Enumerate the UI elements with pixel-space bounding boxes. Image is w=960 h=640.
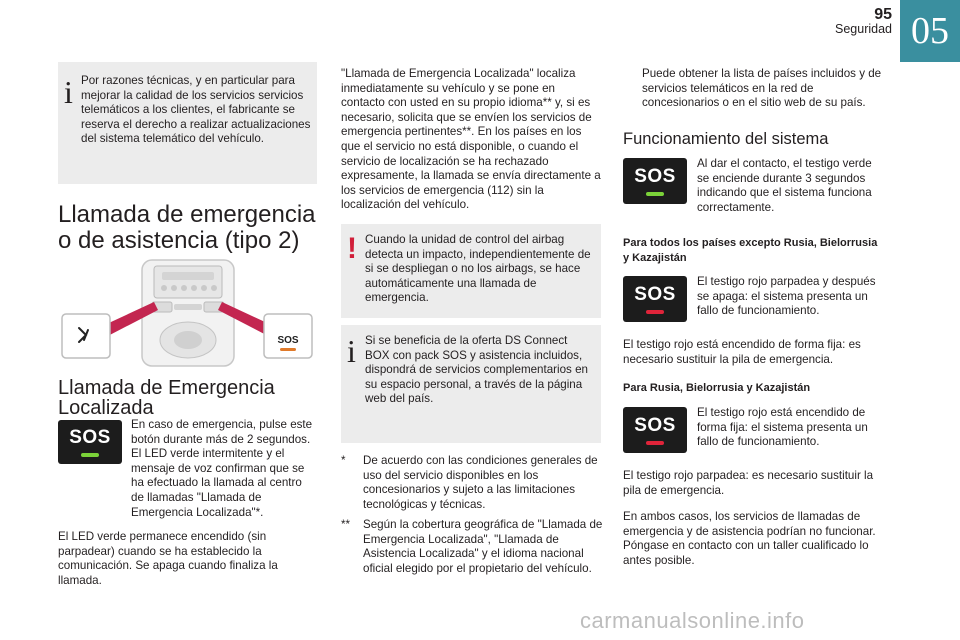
footnote-2 bbox=[341, 518, 603, 576]
warning-text: Cuando la unidad de control del airbag detecta un impacto, independientemente de si se despliegan o no los airbags, se hace automáticamente una llamada de emergencia. bbox=[365, 233, 591, 305]
warning-note bbox=[341, 224, 601, 318]
sos-indicator-red-blink bbox=[623, 276, 687, 322]
final-warning-text: En ambos casos, los servicios de llamadas de emergencia y de asistencia podrían no funcionar. Póngase en contacto con un taller cualificado lo antes posible. bbox=[623, 510, 876, 567]
led-green-icon bbox=[646, 192, 664, 196]
info-note-middle bbox=[341, 325, 601, 443]
watermark: carmanualsonline.info bbox=[580, 608, 805, 633]
sos-indicator-red-fixed bbox=[623, 407, 687, 453]
warning-exclamation-icon: ! bbox=[347, 232, 357, 265]
sos-indicator-green bbox=[623, 158, 687, 204]
localizada-description: "Llamada de Emergencia Localizada" localiza inmediatamente su vehículo y se pone en contacto con usted en su propio idioma** y, si es necesario, solicita que se envíen los servicios de emergencia pertinentes**. En los países en los que el servicio no está disponible, o cuando el servicio de localización se ha rechazado expresamente, la llamada se envía directamente a los servicios de emergencia (112) sin la localización del vehículo. bbox=[341, 67, 601, 212]
footnote-text: Según la cobertura geográfica de "Llamada de Emergencia Localizada", "Llamada de Asistencia Localizada" y el idioma nacional oficial elegido por el propietario del vehículo. bbox=[363, 518, 603, 575]
led-red-icon bbox=[646, 441, 664, 445]
footnote-mark: * bbox=[341, 454, 346, 467]
red-fixed-text: El testigo rojo está encendido de forma fija: el sistema presenta un fallo de funcionamiento. bbox=[697, 406, 868, 449]
page-number: 95 bbox=[874, 6, 892, 23]
section-title: Seguridad bbox=[835, 22, 892, 36]
chapter-tab: 05 bbox=[900, 0, 960, 62]
console-illustration bbox=[58, 258, 318, 370]
footnote-1 bbox=[341, 454, 603, 512]
red-blink-text: El testigo rojo parpadea y después se apaga: el sistema presenta un fallo de funcionamiento. bbox=[697, 275, 876, 318]
localizada-led-text: El LED verde permanece encendido (sin parpadear) cuando se ha establecido la comunicación. Se apaga cuando finaliza la llamada. bbox=[58, 530, 278, 587]
subheading-russia: Para Rusia, Bielorrusia y Kazajistán bbox=[623, 382, 811, 394]
sos-label: SOS bbox=[69, 426, 111, 448]
info-icon: i bbox=[347, 333, 356, 369]
led-green-icon bbox=[81, 453, 99, 457]
led-red-icon bbox=[646, 310, 664, 314]
page-title: Llamada de emergencia o de asistencia (tipo 2) bbox=[58, 201, 316, 254]
info-note-text: Por razones técnicas, y en particular para mejorar la calidad de los servicios servicios telemáticos a los clientes, el fabricante se reserva el derecho a realizar actualizaciones del sistema telemático del vehículo. bbox=[81, 74, 311, 146]
red-blink-battery-text: El testigo rojo parpadea: es necesario sustituir la pila de emergencia. bbox=[623, 469, 874, 497]
localizada-intro: En caso de emergencia, pulse este botón durante más de 2 segundos. El LED verde intermitente y el mensaje de voz confirman que se ha efectuado la llamada al centro de llamadas "Llamada de Emergencia Localizada"*. bbox=[131, 418, 313, 519]
country-list-text: Puede obtener la lista de países incluidos y de servicios telemáticos en la red de concesionarios o en el sitio web de su país. bbox=[642, 67, 882, 110]
info-note-top bbox=[58, 62, 317, 184]
section-heading-funcionamiento: Funcionamiento del sistema bbox=[623, 130, 829, 148]
footnote-mark: ** bbox=[341, 518, 351, 531]
footnote-text: De acuerdo con las condiciones generales de uso del servicio disponibles en los concesionarios y sujeto a las limitaciones tecnológicas y técnicas. bbox=[363, 454, 598, 511]
red-fixed-battery-text: El testigo rojo está encendido de forma fija: es necesario sustituir la pila de emergencia. bbox=[623, 338, 861, 366]
sos-label: SOS bbox=[634, 165, 676, 187]
sos-label: SOS bbox=[634, 283, 676, 305]
info-icon: i bbox=[64, 74, 73, 110]
svg-text:SOS: SOS bbox=[277, 335, 299, 346]
sos-button-green bbox=[58, 420, 122, 464]
subheading-all-countries: Para todos los países excepto Rusia, Bielorrusia y Kazajistán bbox=[623, 237, 878, 264]
info-middle-text: Si se beneficia de la oferta DS Connect BOX con pack SOS y asistencia incluidos, dispondrá de servicios complementarios en su espacio personal, a través de la página web del país. bbox=[365, 334, 588, 406]
sos-label: SOS bbox=[634, 414, 676, 436]
section-heading-localizada: Llamada de Emergencia Localizada bbox=[58, 377, 275, 419]
green-led-text: Al dar el contacto, el testigo verde se enciende durante 3 segundos indicando que el sistema funciona correctamente. bbox=[697, 157, 872, 214]
